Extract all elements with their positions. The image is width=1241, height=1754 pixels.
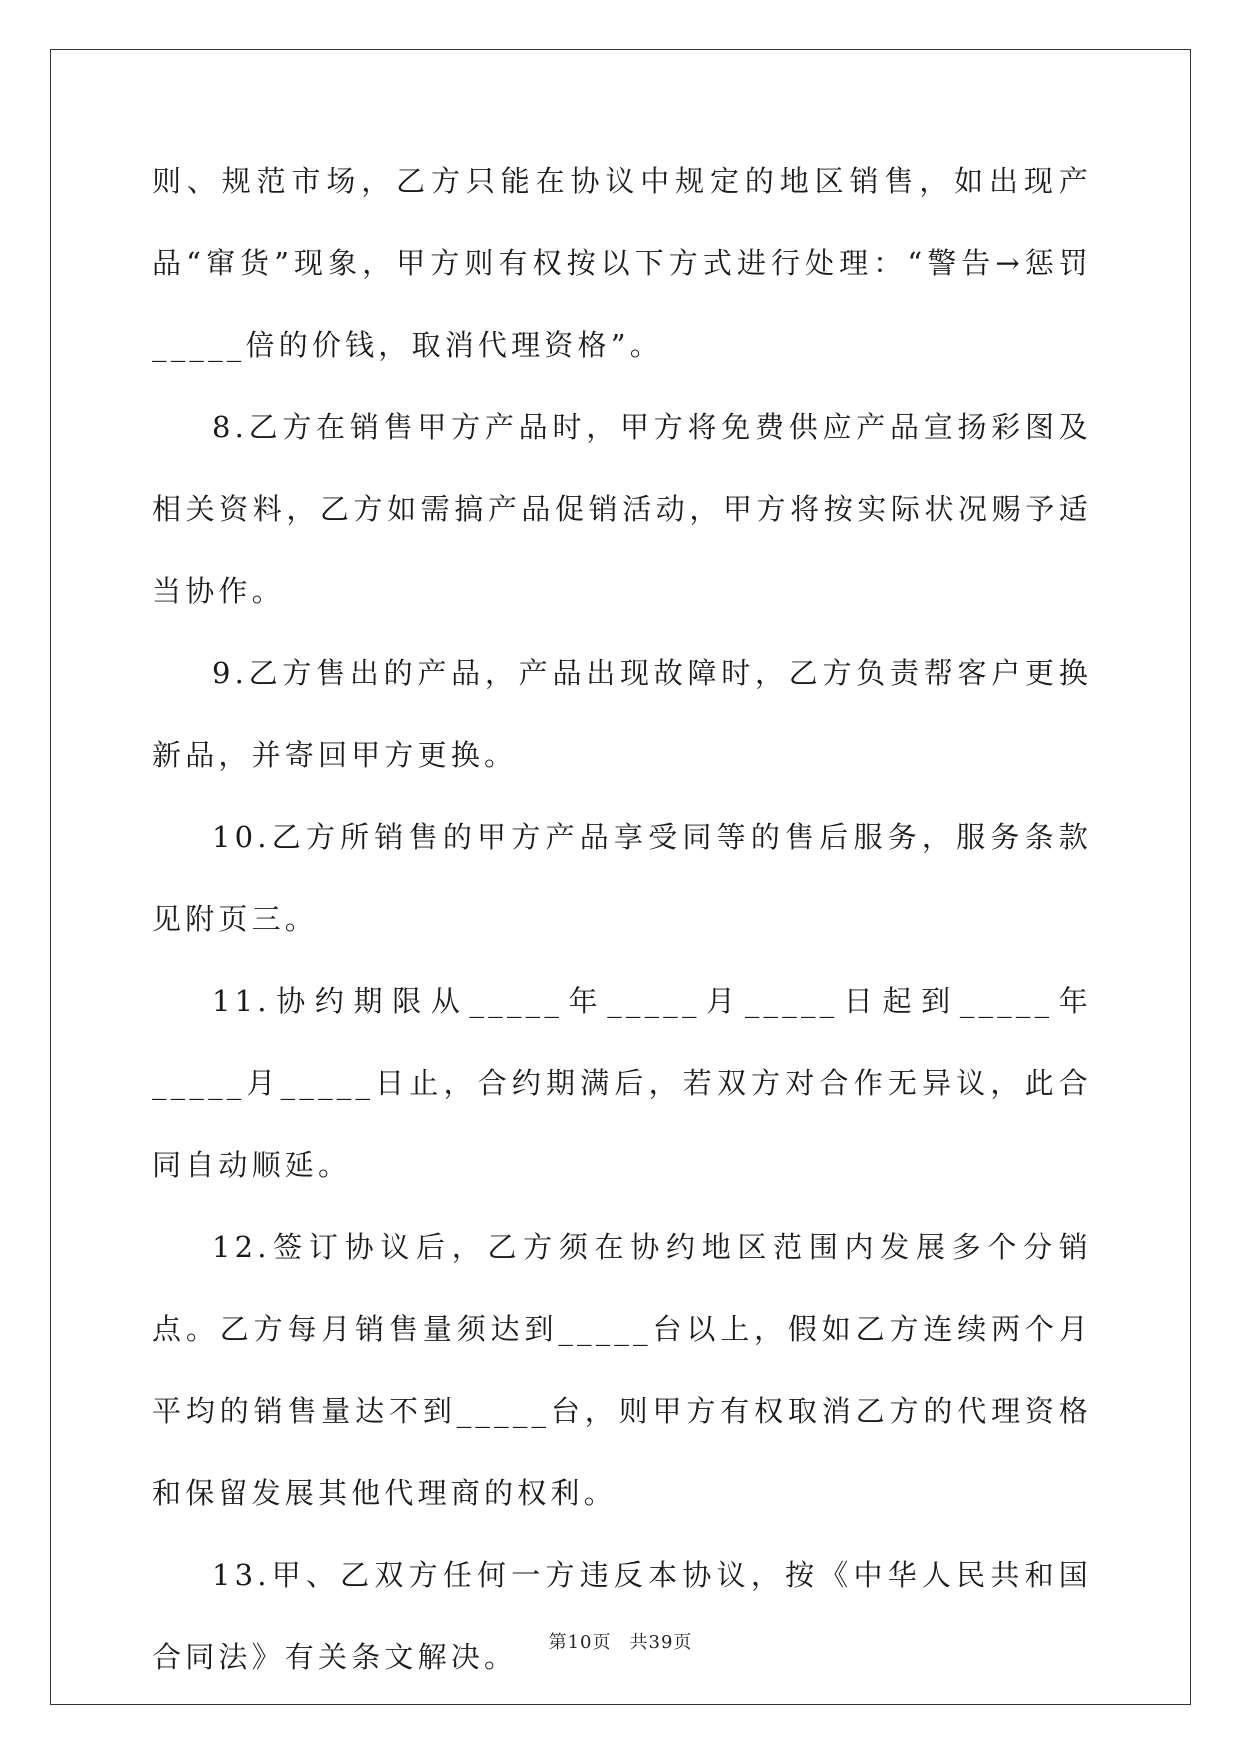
clause-9: 9.乙方售出的产品，产品出现故障时，乙方负责帮客户更换新品，并寄回甲方更换。 bbox=[152, 656, 1092, 772]
page-number: 第10页 bbox=[548, 1632, 612, 1653]
clause-8: 8.乙方在销售甲方产品时，甲方将免费供应产品宣扬彩图及相关资料，乙方如需搞产品促销活动，甲方将按实际状况赐予适当协作。 bbox=[152, 410, 1092, 608]
page-footer bbox=[0, 1628, 1241, 1654]
clause-13: 13.甲、乙双方任何一方违反本协议，按《中华人民共和国合同法》有关条文解决。 bbox=[152, 1558, 1092, 1674]
paragraph-continuation: 则、规范市场，乙方只能在协议中规定的地区销售，如出现产品“窜货”现象，甲方则有权按以下方式进行处理：“警告→惩罚_____倍的价钱，取消代理资格”。 bbox=[152, 164, 1092, 362]
clause-12: 12.签订协议后，乙方须在协约地区范围内发展多个分销点。乙方每月销售量须达到_____台以上，假如乙方连续两个月平均的销售量达不到_____台，则甲方有权取消乙方的代理资格和保留发展其他代理商的权利。 bbox=[152, 1230, 1092, 1510]
clause-11: 11.协约期限从_____年_____月_____日起到_____年_____月_____日止，合约期满后，若双方对合作无异议，此合同自动顺延。 bbox=[152, 984, 1092, 1182]
page-total: 共39页 bbox=[629, 1632, 693, 1653]
document-body bbox=[152, 152, 1092, 1698]
clause-10: 10.乙方所销售的甲方产品享受同等的售后服务，服务条款见附页三。 bbox=[152, 820, 1092, 936]
